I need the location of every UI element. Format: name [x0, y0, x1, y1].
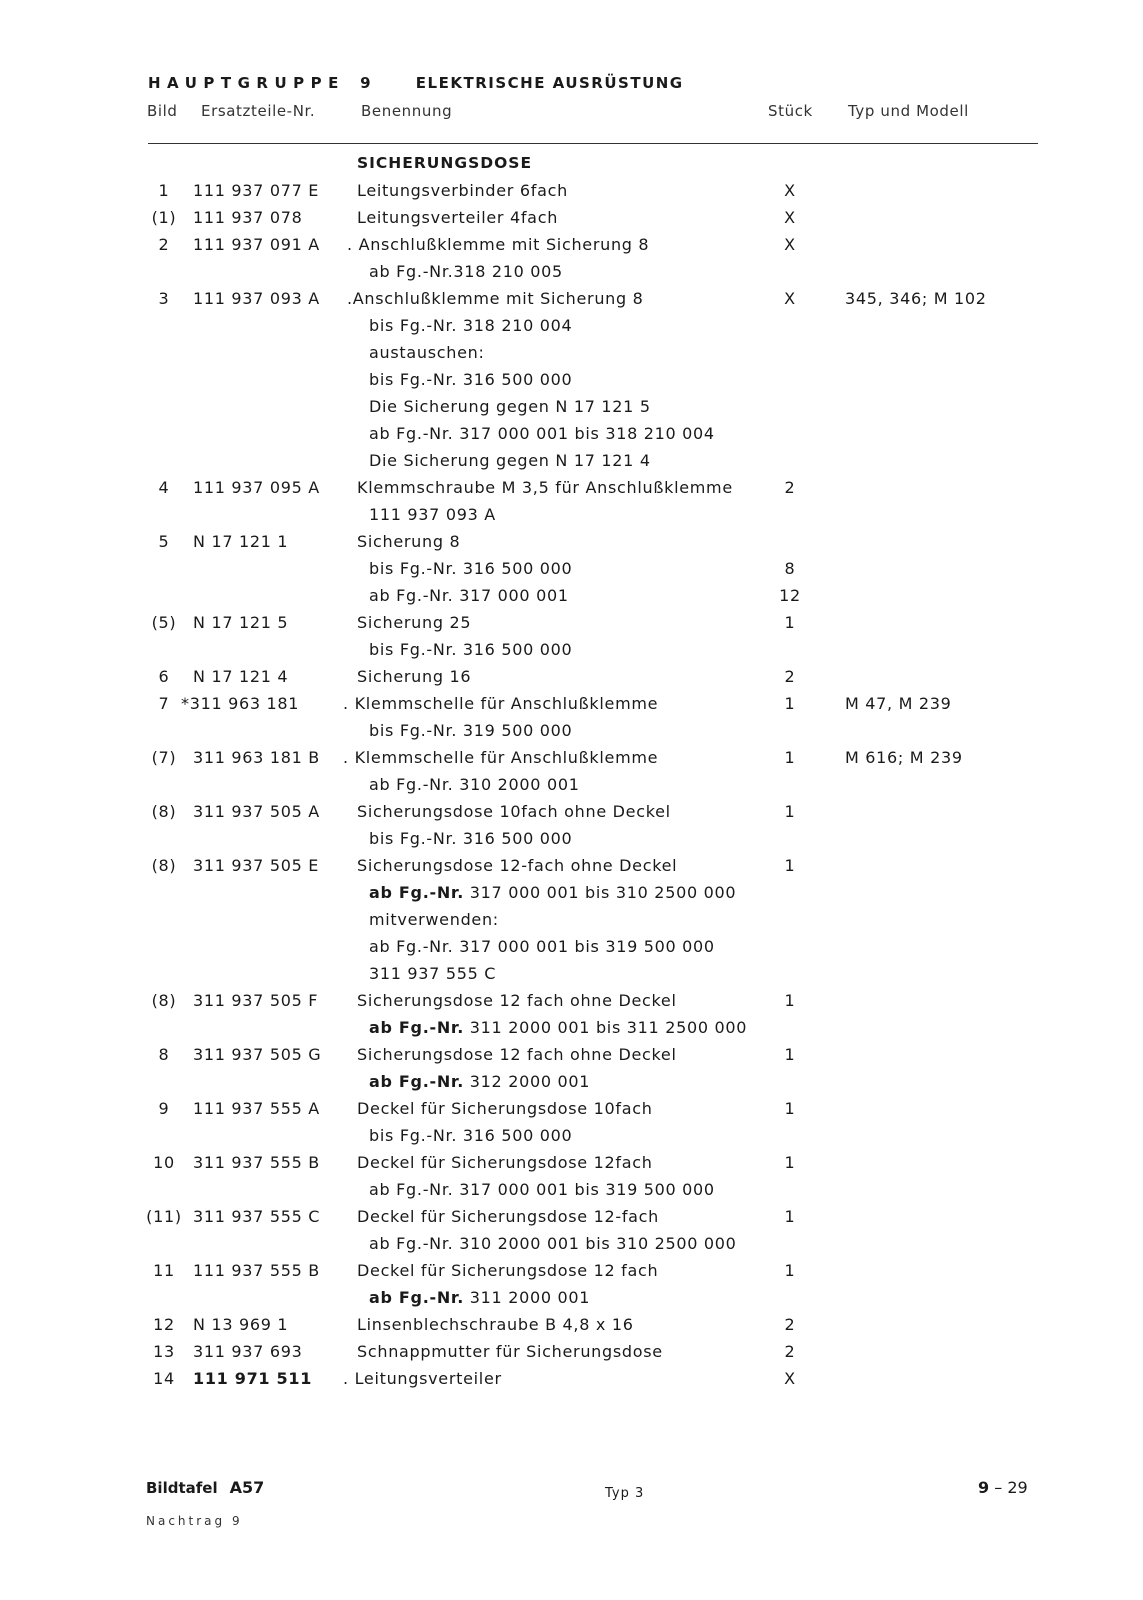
- cell-bild: 6: [158, 667, 170, 686]
- cell-quantity: X: [784, 208, 796, 227]
- cell-quantity: X: [784, 181, 796, 200]
- cell-part-number: 111 937 077 E: [193, 181, 320, 200]
- cell-description: Deckel für Sicherungsdose 12-fach: [357, 1207, 660, 1226]
- cell-description: Leitungsverteiler 4fach: [357, 208, 559, 227]
- cell-description: Klemmschraube M 3,5 für Anschlußklemme: [357, 478, 733, 497]
- cell-part-number: 111 937 093 A: [193, 289, 320, 308]
- page-header: [148, 74, 684, 92]
- section-title: ELEKTRISCHE AUSRÜSTUNG: [415, 74, 684, 92]
- cell-bild: 11: [153, 1261, 175, 1280]
- cell-quantity: 1: [784, 1153, 796, 1172]
- page-separator: –: [989, 1478, 1008, 1497]
- cell-description: Deckel für Sicherungsdose 10fach: [357, 1099, 653, 1118]
- cell-bild: 8: [158, 1045, 170, 1064]
- cell-quantity: 1: [784, 613, 796, 632]
- cell-quantity: 1: [784, 856, 796, 875]
- cell-part-number: N 17 121 4: [193, 667, 289, 686]
- cell-quantity: X: [784, 289, 796, 308]
- table-row: [0, 802, 1143, 829]
- table-row-note: [0, 964, 1143, 991]
- table-row-note: [0, 829, 1143, 856]
- cell-part-number: 111 937 091 A: [193, 235, 320, 254]
- table-row-note: [0, 505, 1143, 532]
- cell-quantity: 1: [784, 1099, 796, 1118]
- cell-description: ab Fg.-Nr. 317 000 001: [369, 586, 569, 605]
- cell-description: ab Fg.-Nr. 311 2000 001 bis 311 2500 000: [369, 1018, 748, 1037]
- column-header-type-model: Typ und Modell: [848, 102, 969, 120]
- bold-prefix: ab Fg.-Nr.: [369, 1288, 464, 1307]
- cell-bild: (8): [151, 856, 177, 875]
- table-row: [0, 1099, 1143, 1126]
- cell-bild: 4: [158, 478, 170, 497]
- cell-description: . Leitungsverteiler: [343, 1369, 502, 1388]
- cell-description: Sicherungsdose 12-fach ohne Deckel: [357, 856, 678, 875]
- page-number: [978, 1478, 1028, 1497]
- table-row: [0, 478, 1143, 505]
- table-row-note: [0, 559, 1143, 586]
- cell-description: bis Fg.-Nr. 318 210 004: [369, 316, 573, 335]
- cell-description: mitverwenden:: [369, 910, 499, 929]
- supplement-note: Nachtrag 9: [146, 1514, 243, 1528]
- table-row-note: [0, 1234, 1143, 1261]
- table-row-note: [0, 640, 1143, 667]
- cell-description: bis Fg.-Nr. 316 500 000: [369, 370, 573, 389]
- cell-description: Sicherung 8: [357, 532, 461, 551]
- table-row: [0, 991, 1143, 1018]
- cell-description: bis Fg.-Nr. 316 500 000: [369, 829, 573, 848]
- header-divider: [148, 143, 1038, 144]
- cell-part-number: 111 937 078: [193, 208, 303, 227]
- cell-part-number: N 17 121 1: [193, 532, 289, 551]
- cell-bild: 1: [158, 181, 170, 200]
- cell-description: .Anschlußklemme mit Sicherung 8: [347, 289, 644, 308]
- cell-bild: (5): [151, 613, 177, 632]
- cell-quantity: 12: [779, 586, 801, 605]
- cell-type-model: M 47, M 239: [845, 694, 952, 713]
- main-group-number: 9: [360, 74, 371, 92]
- table-row: [0, 181, 1143, 208]
- cell-description: 111 937 093 A: [369, 505, 496, 524]
- table-row: [0, 1153, 1143, 1180]
- column-header-bild: Bild: [147, 102, 178, 120]
- table-row-note: [0, 1018, 1143, 1045]
- cell-bild: 13: [153, 1342, 175, 1361]
- cell-description: . Klemmschelle für Anschlußklemme: [343, 748, 659, 767]
- cell-description: ab Fg.-Nr. 310 2000 001: [369, 775, 580, 794]
- cell-description: Sicherungsdose 10fach ohne Deckel: [357, 802, 671, 821]
- cell-part-number: 111 937 555 A: [193, 1099, 320, 1118]
- table-row: [0, 856, 1143, 883]
- cell-bild: (8): [151, 991, 177, 1010]
- cell-bild: (11): [146, 1207, 182, 1226]
- table-row: [0, 235, 1143, 262]
- table-row: [0, 1342, 1143, 1369]
- cell-part-number: 111 937 095 A: [193, 478, 320, 497]
- table-row: [0, 1369, 1143, 1396]
- table-row: [0, 748, 1143, 775]
- cell-description: ab Fg.-Nr. 311 2000 001: [369, 1288, 591, 1307]
- table-row-note: [0, 397, 1143, 424]
- cell-description: bis Fg.-Nr. 316 500 000: [369, 559, 573, 578]
- bold-prefix: ab Fg.-Nr.: [369, 1072, 464, 1091]
- cell-quantity: X: [784, 1369, 796, 1388]
- cell-description: Sicherungsdose 12 fach ohne Deckel: [357, 1045, 677, 1064]
- cell-description: bis Fg.-Nr. 319 500 000: [369, 721, 573, 740]
- cell-description: 311 937 555 C: [369, 964, 497, 983]
- cell-quantity: 2: [784, 667, 796, 686]
- cell-quantity: 1: [784, 1261, 796, 1280]
- cell-description: Deckel für Sicherungsdose 12fach: [357, 1153, 653, 1172]
- column-header-part-number: Ersatzteile-Nr.: [201, 102, 316, 120]
- page-sheet-number: 29: [1007, 1478, 1028, 1497]
- cell-description: Sicherung 16: [357, 667, 472, 686]
- cell-part-number: 111 937 555 B: [193, 1261, 320, 1280]
- column-header-description: Benennung: [361, 102, 453, 120]
- column-header-quantity: Stück: [768, 102, 813, 120]
- cell-quantity: 1: [784, 991, 796, 1010]
- table-row-note: [0, 343, 1143, 370]
- cell-quantity: 1: [784, 748, 796, 767]
- cell-quantity: 2: [784, 478, 796, 497]
- cell-bild: 5: [158, 532, 170, 551]
- table-row: [0, 667, 1143, 694]
- cell-description: Linsenblechschraube B 4,8 x 16: [357, 1315, 634, 1334]
- table-row-note: [0, 1072, 1143, 1099]
- section-heading: SICHERUNGSDOSE: [357, 154, 533, 172]
- cell-description: ab Fg.-Nr. 317 000 001 bis 319 500 000: [369, 937, 715, 956]
- table-row-note: [0, 424, 1143, 451]
- cell-description: Die Sicherung gegen N 17 121 4: [369, 451, 651, 470]
- cell-quantity: X: [784, 235, 796, 254]
- cell-quantity: 1: [784, 1207, 796, 1226]
- cell-description: Deckel für Sicherungsdose 12 fach: [357, 1261, 659, 1280]
- footer-type: Typ 3: [605, 1486, 645, 1501]
- cell-part-number: *311 963 181: [181, 694, 300, 713]
- cell-description: . Klemmschelle für Anschlußklemme: [343, 694, 659, 713]
- table-row-note: [0, 262, 1143, 289]
- cell-bild: (7): [151, 748, 177, 767]
- plate-number: A57: [229, 1478, 265, 1497]
- cell-part-number: 311 963 181 B: [193, 748, 320, 767]
- table-row: [0, 1207, 1143, 1234]
- table-row-note: [0, 883, 1143, 910]
- table-row: [0, 208, 1143, 235]
- cell-quantity: 8: [784, 559, 796, 578]
- table-row: [0, 1261, 1143, 1288]
- cell-description: . Anschlußklemme mit Sicherung 8: [347, 235, 650, 254]
- section-heading-row: [0, 154, 1143, 181]
- cell-bild: 9: [158, 1099, 170, 1118]
- table-row: [0, 289, 1143, 316]
- cell-quantity: 1: [784, 1045, 796, 1064]
- table-row-note: [0, 721, 1143, 748]
- table-row: [0, 532, 1143, 559]
- table-row-note: [0, 586, 1143, 613]
- cell-part-number: 311 937 505 A: [193, 802, 320, 821]
- table-row-note: [0, 370, 1143, 397]
- main-group-label: HAUPTGRUPPE: [148, 74, 345, 92]
- table-row-note: [0, 1180, 1143, 1207]
- cell-part-number: 311 937 505 F: [193, 991, 319, 1010]
- cell-description: Sicherung 25: [357, 613, 472, 632]
- cell-description: ab Fg.-Nr. 310 2000 001 bis 310 2500 000: [369, 1234, 737, 1253]
- table-row-note: [0, 316, 1143, 343]
- table-row: [0, 694, 1143, 721]
- bold-prefix: ab Fg.-Nr.: [369, 883, 464, 902]
- cell-part-number: N 13 969 1: [193, 1315, 289, 1334]
- cell-quantity: 1: [784, 802, 796, 821]
- cell-description: austauschen:: [369, 343, 485, 362]
- table-row-note: [0, 1288, 1143, 1315]
- cell-bild: 12: [153, 1315, 175, 1334]
- table-row: [0, 613, 1143, 640]
- cell-description: ab Fg.-Nr. 317 000 001 bis 318 210 004: [369, 424, 715, 443]
- table-row-note: [0, 1126, 1143, 1153]
- cell-description: bis Fg.-Nr. 316 500 000: [369, 1126, 573, 1145]
- cell-part-number: N 17 121 5: [193, 613, 289, 632]
- cell-type-model: M 616; M 239: [845, 748, 963, 767]
- cell-bild: 3: [158, 289, 170, 308]
- cell-description: ab Fg.-Nr. 317 000 001 bis 319 500 000: [369, 1180, 715, 1199]
- table-row-note: [0, 775, 1143, 802]
- table-row-note: [0, 937, 1143, 964]
- cell-quantity: 1: [784, 694, 796, 713]
- cell-bild: 7: [158, 694, 170, 713]
- table-row: [0, 1045, 1143, 1072]
- cell-bild: (1): [151, 208, 177, 227]
- cell-description: Schnappmutter für Sicherungsdose: [357, 1342, 663, 1361]
- cell-description: Sicherungsdose 12 fach ohne Deckel: [357, 991, 677, 1010]
- bold-prefix: ab Fg.-Nr.: [369, 1018, 464, 1037]
- table-row-note: [0, 451, 1143, 478]
- cell-bild: 2: [158, 235, 170, 254]
- table-row-note: [0, 910, 1143, 937]
- cell-part-number: 311 937 555 C: [193, 1207, 321, 1226]
- cell-quantity: 2: [784, 1342, 796, 1361]
- cell-part-number: 311 937 693: [193, 1342, 303, 1361]
- cell-part-number: 311 937 555 B: [193, 1153, 320, 1172]
- cell-bild: 14: [153, 1369, 175, 1388]
- table-row: [0, 1315, 1143, 1342]
- cell-description: bis Fg.-Nr. 316 500 000: [369, 640, 573, 659]
- cell-type-model: 345, 346; M 102: [845, 289, 987, 308]
- cell-quantity: 2: [784, 1315, 796, 1334]
- cell-description: ab Fg.-Nr. 312 2000 001: [369, 1072, 591, 1091]
- cell-bild: 10: [153, 1153, 175, 1172]
- cell-part-number: 311 937 505 E: [193, 856, 320, 875]
- cell-description: ab Fg.-Nr.318 210 005: [369, 262, 563, 281]
- cell-description: Die Sicherung gegen N 17 121 5: [369, 397, 651, 416]
- page-group-number: 9: [978, 1478, 990, 1497]
- plate-label: Bildtafel: [146, 1479, 218, 1497]
- cell-part-number: 311 937 505 G: [193, 1045, 322, 1064]
- cell-bild: (8): [151, 802, 177, 821]
- cell-description: Leitungsverbinder 6fach: [357, 181, 568, 200]
- cell-description: ab Fg.-Nr. 317 000 001 bis 310 2500 000: [369, 883, 737, 902]
- cell-part-number: 111 971 511: [193, 1369, 313, 1388]
- footer-plate: [146, 1478, 264, 1497]
